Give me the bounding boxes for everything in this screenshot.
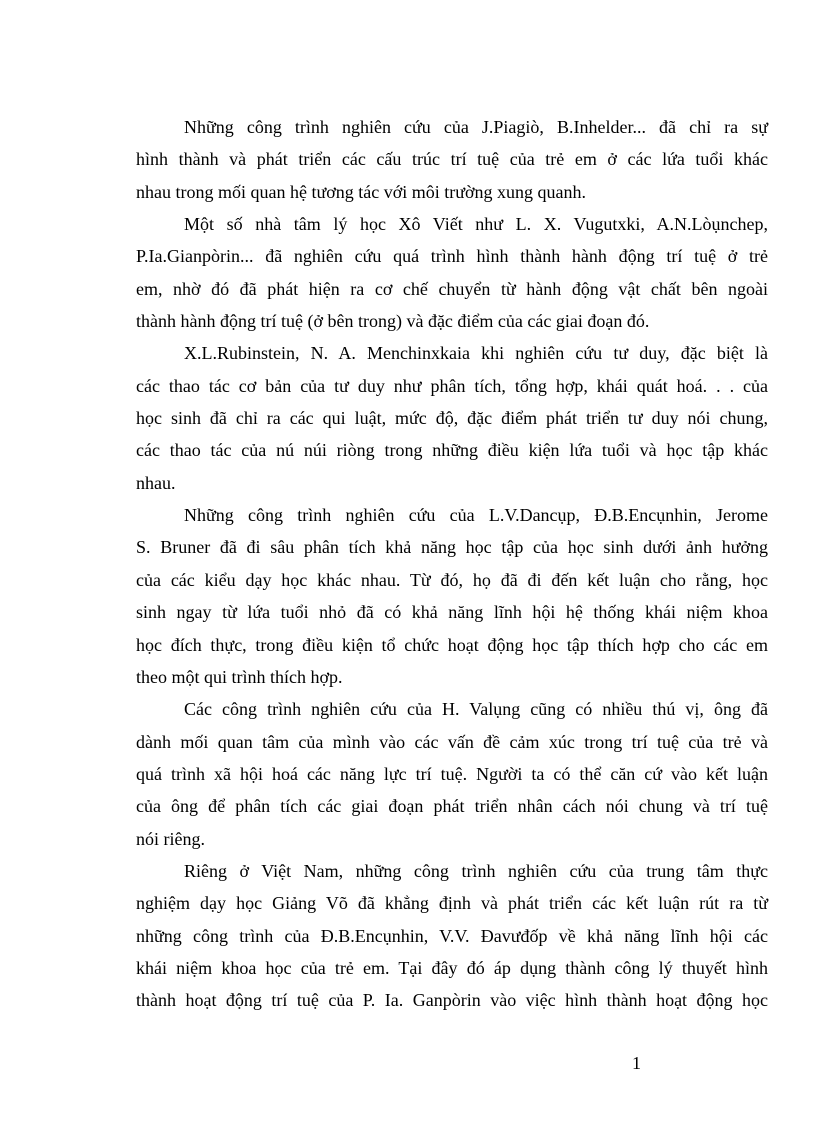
- text-line: Riêng ở Việt Nam, những công trình nghiên cứu của trung tâm thực: [184, 860, 768, 881]
- text-line: các thao tác cơ bản của tư duy như phân tích, tổng hợp, khái quát hoá. . . của: [136, 375, 768, 396]
- paragraph: [136, 855, 768, 1017]
- paragraph: [136, 499, 768, 693]
- paragraph: [136, 111, 768, 208]
- text-line: các thao tác của nú núi riòng trong những điều kiện lứa tuổi và học tập khác: [136, 440, 768, 461]
- text-line: nói riêng.: [136, 828, 205, 849]
- text-line: theo một qui trình thích hợp.: [136, 666, 343, 687]
- text-line: X.L.Rubinstein, N. A. Menchinxkaia khi nghiên cứu tư duy, đặc biệt là: [184, 343, 768, 364]
- paragraph: [136, 208, 768, 337]
- document-body: [136, 111, 768, 1017]
- text-line: thành hành động trí tuệ (ở bên trong) và đặc điểm của các giai đoạn đó.: [136, 311, 650, 332]
- text-line: dành mối quan tâm của mình vào các vấn đề cảm xúc trong trí tuệ của trẻ và: [136, 731, 768, 752]
- text-line: của ông để phân tích các giai đoạn phát triển nhân cách nói chung và trí tuệ: [136, 796, 768, 817]
- text-line: Các công trình nghiên cứu của H. Valụng cũng có nhiều thú vị, ông đã: [184, 699, 768, 720]
- text-line: quá trình xã hội hoá các năng lực trí tuệ. Người ta có thể căn cứ vào kết luận: [136, 763, 768, 784]
- page-number: 1: [632, 1053, 641, 1073]
- text-line: khái niệm khoa học của trẻ em. Tại đây đó áp dụng thành công lý thuyết hình: [136, 957, 768, 978]
- paragraph: [136, 693, 768, 855]
- text-line: hình thành và phát triển các cấu trúc trí tuệ của trẻ em ở các lứa tuổi khác: [136, 149, 768, 170]
- text-line: của các kiểu dạy học khác nhau. Từ đó, họ đã đi đến kết luận cho rằng, học: [136, 569, 768, 590]
- text-line: Những công trình nghiên cứu của J.Piagiò, B.Inhelder... đã chỉ ra sự: [184, 117, 768, 137]
- text-line: học sinh đã chỉ ra các qui luật, mức độ, đặc điểm phát triển tư duy nói chung,: [136, 408, 768, 429]
- paragraph: [136, 337, 768, 499]
- text-line: em, nhờ đó đã phát hiện ra cơ chế chuyển từ hành động vật chất bên ngoài: [136, 278, 768, 299]
- text-line: Một số nhà tâm lý học Xô Viết như L. X. Vugutxki, A.N.Lòụnchep,: [184, 214, 768, 235]
- text-line: S. Bruner đã đi sâu phân tích khả năng học tập của học sinh dưới ảnh hưởng: [136, 537, 768, 558]
- text-line: nhau.: [136, 472, 176, 493]
- text-line: những công trình của Đ.B.Encụnhin, V.V. Đavưđốp về khả năng lĩnh hội các: [136, 925, 768, 946]
- text-line: nhau trong mối quan hệ tương tác với môi trường xung quanh.: [136, 181, 586, 202]
- text-line: sinh ngay từ lứa tuổi nhỏ đã có khả năng lĩnh hội hệ thống khái niệm khoa: [136, 602, 768, 623]
- text-line: thành hoạt động trí tuệ của P. Ia. Ganpòrin vào việc hình thành hoạt động học: [136, 990, 768, 1011]
- text-line: Những công trình nghiên cứu của L.V.Dancụp, Đ.B.Encụnhin, Jerome: [184, 505, 768, 526]
- text-line: học đích thực, trong điều kiện tổ chức hoạt động học tập thích hợp cho các em: [136, 634, 768, 655]
- text-line: P.Ia.Gianpòrin... đã nghiên cứu quá trình hình thành hành động trí tuệ ở trẻ: [136, 246, 768, 267]
- text-line: nghiệm dạy học Giảng Võ đã khẳng định và phát triển các kết luận rút ra từ: [136, 893, 768, 914]
